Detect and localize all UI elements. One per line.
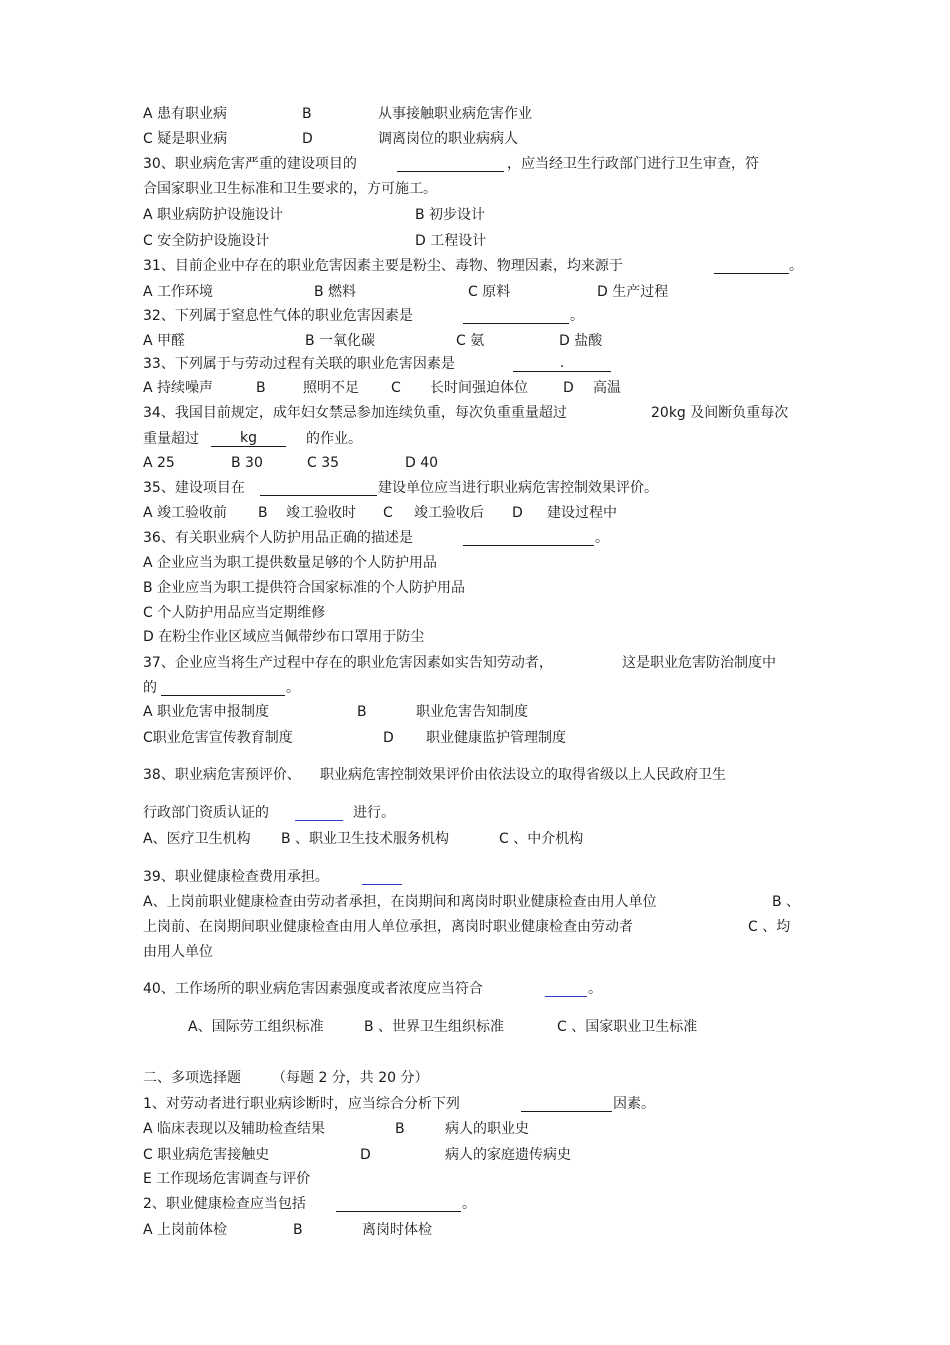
q40-option-a: A、国际劳工组织标准 <box>188 1019 324 1035</box>
q36-option-d: D 在粉尘作业区域应当佩带纱布口罩用于防尘 <box>143 629 425 645</box>
q31-option-d: D 生产过程 <box>597 284 669 300</box>
q29-option-b-letter: B <box>302 106 312 122</box>
q40-end: 。 <box>588 981 602 997</box>
q33-blank: . <box>513 356 611 372</box>
q34-blank: kg <box>211 431 286 447</box>
q34-stem-part1: 34、我国目前规定，成年妇女禁忌参加连续负重，每次负重重量超过 <box>143 405 567 421</box>
q39-option-a: A、上岗前职业健康检查由劳动者承担，在岗期间和离岗时职业健康检查由用人单位 <box>143 894 657 910</box>
q29-option-c: C 疑是职业病 <box>143 131 228 147</box>
m2-option-a: A 上岗前体检 <box>143 1222 228 1238</box>
q38-option-a: A、医疗卫生机构 <box>143 831 251 847</box>
m1-option-a: A 临床表现以及辅助检查结果 <box>143 1121 326 1137</box>
q37-end: 。 <box>286 680 300 696</box>
q35-stem: 35、建设项目在 <box>143 480 245 496</box>
q29-option-d-letter: D <box>302 131 313 147</box>
m1-option-e: E 工作现场危害调查与评价 <box>143 1171 311 1187</box>
q32-blank <box>463 308 569 324</box>
q33-option-d-letter: D <box>563 380 574 396</box>
q37-option-a: A 职业危害申报制度 <box>143 704 270 720</box>
q33-option-c-letter: C <box>391 380 401 396</box>
q38-blank <box>295 805 343 821</box>
section2-title: 二、多项选择题 <box>143 1070 241 1086</box>
q40-option-b: B 、世界卫生组织标准 <box>364 1019 505 1035</box>
q34-stem-part1b: 20kg 及间断负重每次 <box>651 405 789 421</box>
q39-option-b: 上岗前、在岗期间职业健康检查由用人单位承担，离岗时职业健康检查由劳动者 <box>143 919 633 935</box>
q32-option-c: C 氨 <box>456 333 485 349</box>
q40-option-c: C 、国家职业卫生标准 <box>557 1019 698 1035</box>
q39-stem: 39、职业健康检查费用承担。 <box>143 869 329 885</box>
q31-end: 。 <box>789 258 803 274</box>
q30-stem-part3: 合国家职业卫生标准和卫生要求的，方可施工。 <box>143 181 437 197</box>
q34-option-a: A 25 <box>143 455 175 471</box>
q39-blank <box>362 869 402 885</box>
q39-option-b-letter: B 、 <box>772 894 801 910</box>
q33-option-d: 高温 <box>593 380 621 396</box>
q32-option-d: D 盐酸 <box>559 333 603 349</box>
q31-blank <box>714 258 789 274</box>
q33-option-a: A 持续噪声 <box>143 380 214 396</box>
m1-stem: 1、对劳动者进行职业病诊断时，应当综合分析下列 <box>143 1096 460 1112</box>
m2-end: 。 <box>462 1196 476 1212</box>
q38-stem-part1b: 职业病危害控制效果评价由依法设立的取得省级以上人民政府卫生 <box>320 767 726 783</box>
q36-stem: 36、有关职业病个人防护用品正确的描述是 <box>143 530 413 546</box>
q37-stem-part2: 的 <box>143 680 157 696</box>
q37-option-d: 职业健康监护管理制度 <box>426 730 566 746</box>
q33-stem: 33、下列属于与劳动过程有关联的职业危害因素是 <box>143 356 455 372</box>
q37-option-b-letter: B <box>357 704 367 720</box>
q29-option-d: 调离岗位的职业病病人 <box>378 131 518 147</box>
q31-option-c: C 原料 <box>468 284 511 300</box>
q35-option-a: A 竣工验收前 <box>143 505 228 521</box>
q31-option-b: B 燃料 <box>314 284 357 300</box>
q35-option-b: 竣工验收时 <box>286 505 356 521</box>
q31-stem: 31、目前企业中存在的职业危害因素主要是粉尘、毒物、物理因素，均来源于 <box>143 258 623 274</box>
q32-option-a: A 甲醛 <box>143 333 186 349</box>
q37-blank <box>161 680 285 696</box>
m1-option-b-letter: B <box>395 1121 405 1137</box>
m2-option-b: 离岗时体检 <box>362 1222 432 1238</box>
q36-option-c: C 个人防护用品应当定期维修 <box>143 605 326 621</box>
m1-option-d: 病人的家庭遗传病史 <box>445 1147 571 1163</box>
q38-stem-part2: 行政部门资质认证的 <box>143 805 269 821</box>
q37-option-c: C职业危害宣传教育制度 <box>143 730 293 746</box>
m2-stem: 2、职业健康检查应当包括 <box>143 1196 306 1212</box>
q38-stem-part2b: 进行。 <box>353 805 395 821</box>
m1-option-b: 病人的职业史 <box>445 1121 529 1137</box>
q32-end: 。 <box>570 308 584 324</box>
q34-stem-part2b: 的作业。 <box>306 431 362 447</box>
q35-option-c: 竣工验收后 <box>414 505 484 521</box>
q38-option-c: C 、中介机构 <box>499 831 584 847</box>
q30-stem-part1: 30、职业病危害严重的建设项目的 <box>143 156 357 172</box>
q33-option-c: 长时间强迫体位 <box>430 380 528 396</box>
q32-stem: 32、下列属于窒息性气体的职业危害因素是 <box>143 308 413 324</box>
m1-option-c: C 职业病危害接触史 <box>143 1147 270 1163</box>
q30-option-a: A 职业病防护设施设计 <box>143 207 284 223</box>
q36-option-a: A 企业应当为职工提供数量足够的个人防护用品 <box>143 555 438 571</box>
q37-stem-part1b: 这是职业危害防治制度中 <box>622 655 776 671</box>
q35-option-d-letter: D <box>512 505 523 521</box>
q38-stem-part1: 38、职业病危害预评价、 <box>143 767 301 783</box>
q32-option-b: B 一氧化碳 <box>305 333 376 349</box>
q37-option-d-letter: D <box>383 730 394 746</box>
q30-blank <box>397 156 504 172</box>
q35-blank <box>260 480 377 496</box>
m1-end: 因素。 <box>613 1096 655 1112</box>
q30-option-b: B 初步设计 <box>415 207 486 223</box>
q40-blank <box>545 981 587 997</box>
q36-end: 。 <box>595 530 609 546</box>
q37-stem-part1: 37、企业应当将生产过程中存在的职业危害因素如实告知劳动者， <box>143 655 553 671</box>
q35-option-b-letter: B <box>258 505 268 521</box>
q30-stem-part2: ，应当经卫生行政部门进行卫生审查，符 <box>507 156 759 172</box>
q29-option-b: 从事接触职业病危害作业 <box>378 106 532 122</box>
q37-option-b: 职业危害告知制度 <box>416 704 528 720</box>
m2-blank <box>336 1196 461 1212</box>
q38-option-b: B 、职业卫生技术服务机构 <box>281 831 450 847</box>
q33-option-b-letter: B <box>256 380 266 396</box>
q34-option-b: B 30 <box>231 455 263 471</box>
m1-option-d-letter: D <box>360 1147 371 1163</box>
q36-blank <box>463 530 594 546</box>
q34-option-c: C 35 <box>307 455 340 471</box>
m1-blank <box>521 1096 612 1112</box>
q30-option-d: D 工程设计 <box>415 233 487 249</box>
q34-option-d: D 40 <box>405 455 439 471</box>
q29-option-a: A 患有职业病 <box>143 106 228 122</box>
q34-stem-part2: 重量超过 <box>143 431 199 447</box>
m2-option-b-letter: B <box>293 1222 303 1238</box>
q39-option-c-letter: C 、均 <box>748 919 791 935</box>
q39-option-c: 由用人单位 <box>143 944 213 960</box>
q36-option-b: B 企业应当为职工提供符合国家标准的个人防护用品 <box>143 580 466 596</box>
q40-stem: 40、工作场所的职业病危害因素强度或者浓度应当符合 <box>143 981 483 997</box>
q30-option-c: C 安全防护设施设计 <box>143 233 270 249</box>
q35-stem-b: 建设单位应当进行职业病危害控制效果评价。 <box>378 480 658 496</box>
q35-option-c-letter: C <box>383 505 393 521</box>
q33-option-b: 照明不足 <box>303 380 359 396</box>
q35-option-d: 建设过程中 <box>547 505 617 521</box>
section2-note: （每题 2 分，共 20 分） <box>272 1070 429 1086</box>
q31-option-a: A 工作环境 <box>143 284 214 300</box>
q30-stem <box>143 155 357 173</box>
